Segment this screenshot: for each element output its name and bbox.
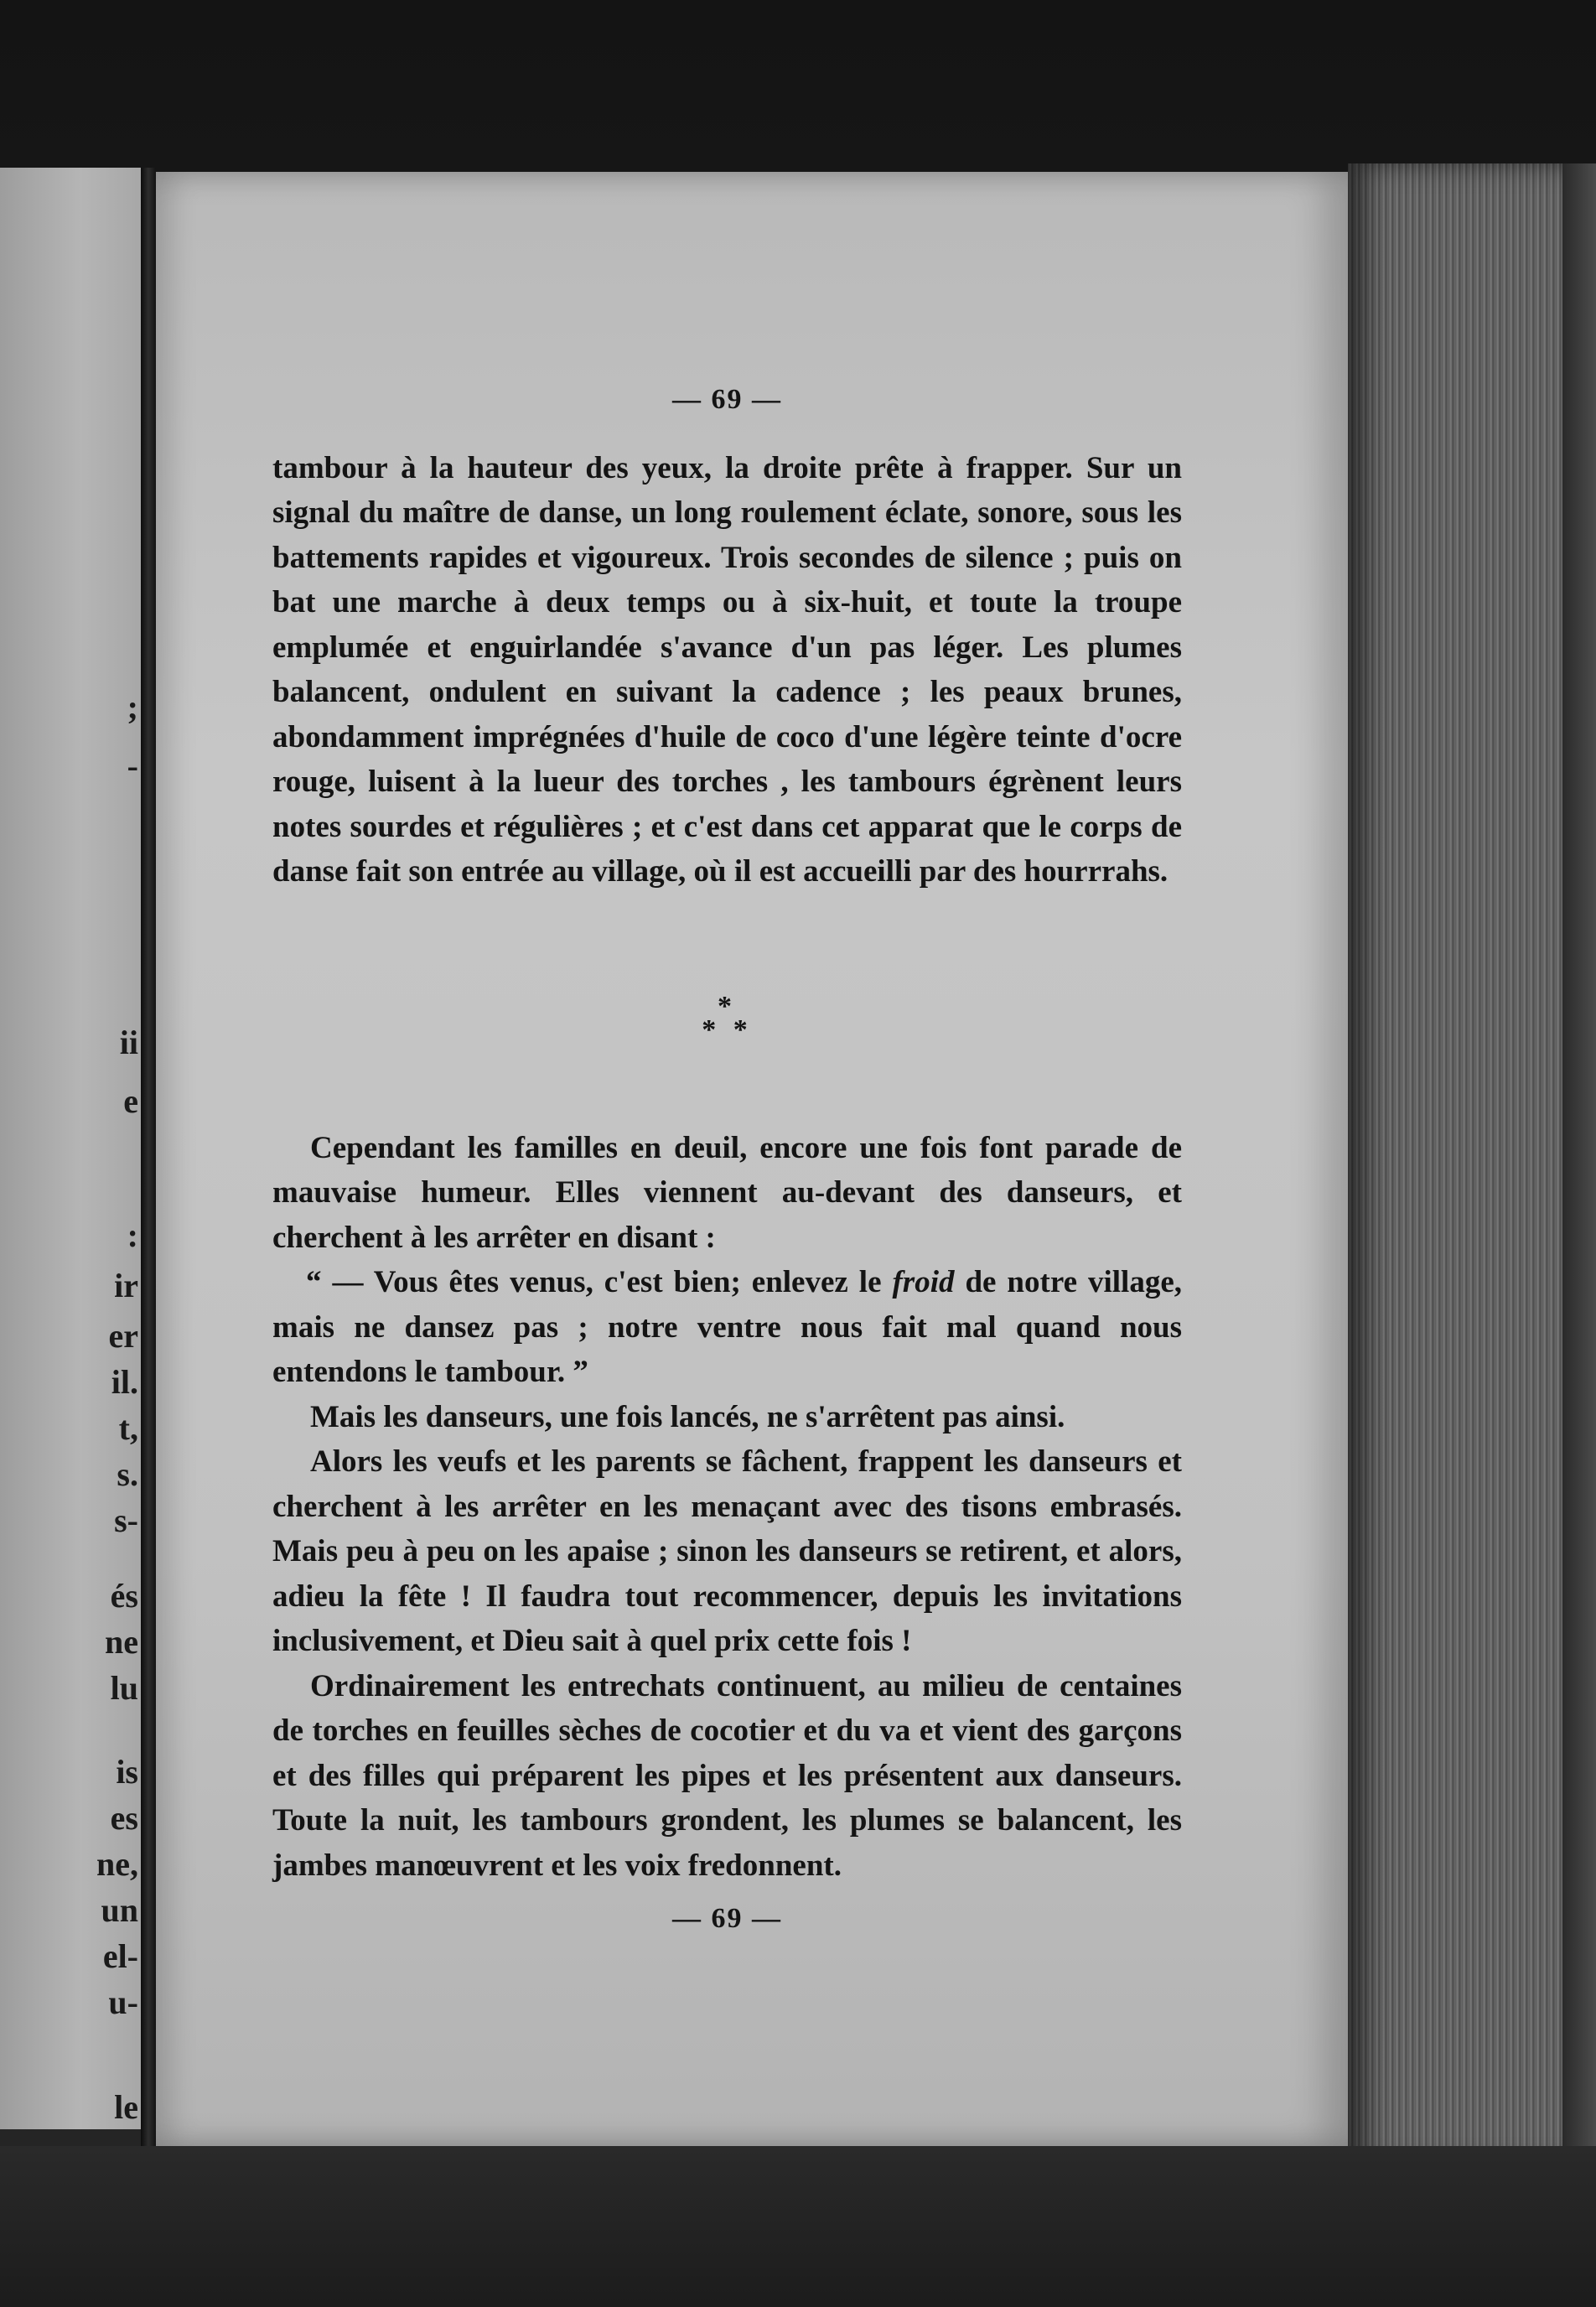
left-fragment: ; <box>127 688 138 726</box>
left-fragment: : <box>127 1216 138 1254</box>
paragraph: Mais les danseurs, une fois lancés, ne s'arrêtent pas ainsi. <box>310 1399 1065 1434</box>
paragraph: tambour à la hauteur des yeux, la droite prête à frapper. Sur un signal du maître de danse, un long roulement éclate, sonore, sous les battements rapides et vigoureux. Trois secondes de silence ; puis on bat une marche à deux temps ou à six-huit, et toute la troupe emplumée et enguirlandée s'avance d'un pas léger. Les plumes balancent, ondulent en suivant la cadence ; les peaux brunes, abondamment imprégnées d'huile de coco d'une légère teinte d'ocre rouge, luisent à la lueur des torches , les tambours égrènent leurs notes sourdes et régulières ; et c'est dans cet apparat que le corps de danse fait son entrée au village, où il est accueilli par des hourrrahs. <box>272 450 1182 889</box>
left-fragment: u- <box>108 1983 138 2021</box>
book-cover-edge <box>1562 163 1596 2167</box>
left-fragment: és <box>110 1577 138 1615</box>
left-fragment: - <box>127 747 138 785</box>
left-fragment: le <box>114 2088 138 2126</box>
page-number-top: — 69 — <box>672 384 782 415</box>
left-fragment: ir <box>114 1267 138 1304</box>
left-fragment: s- <box>114 1501 138 1539</box>
asterism-star-top: * <box>718 990 737 1022</box>
quotation-end: de notre village, mais ne dansez pas ; notre ventre nous fait mal quand nous entendons le tambour. ” <box>272 1265 1182 1389</box>
left-facing-page <box>0 168 147 2129</box>
left-fragment: e <box>123 1082 138 1120</box>
left-fragment: is <box>116 1753 138 1791</box>
book-gutter <box>141 168 156 2146</box>
left-fragment: un <box>101 1891 138 1929</box>
page-edges <box>1348 163 1596 2167</box>
left-fragment: lu <box>110 1669 138 1707</box>
asterism <box>272 990 1182 1045</box>
left-fragment: es <box>110 1799 138 1837</box>
page-number-bottom: — 69 — <box>672 1903 782 1934</box>
left-fragment: ii <box>119 1024 138 1061</box>
left-fragment: t, <box>118 1409 138 1447</box>
quotation-start: “ — Vous êtes venus, c'est bien; enlevez le <box>306 1265 893 1299</box>
background-surface <box>0 2146 1596 2307</box>
left-fragment: el- <box>102 1937 138 1975</box>
page-text <box>272 377 1182 1942</box>
quotation-italic-word: froid <box>892 1265 955 1299</box>
left-fragment: ne, <box>96 1845 138 1883</box>
paragraph: Ordinairement les entrechats continuent, au milieu de centaines de torches en feuilles sèches de cocotier et du va et vient des garçons et des filles qui préparent les pipes et les présentent aux danseurs. Toute la nuit, les tambours grondent, les plumes se balancent, les jambes manœuvrent et les voix fredonnent. <box>272 1668 1182 1883</box>
quotation <box>272 1260 1182 1395</box>
left-page-text-fragments <box>38 377 138 2138</box>
left-fragment: ne <box>105 1623 138 1661</box>
paragraph: Cependant les familles en deuil, encore une fois font parade de mauvaise humeur. Elles viennent au-devant des danseurs, et cherchent à les arrêter en disant : <box>272 1130 1182 1255</box>
left-fragment: il. <box>111 1363 138 1401</box>
paragraph: Alors les veufs et les parents se fâchent, frappent les danseurs et cherchent à les arrêter en les menaçant avec des tisons embrasés. Mais peu à peu on les apaise ; sinon les danseurs se retirent, et alors, adieu la fête ! Il faudra tout recommencer, depuis les invitations inclusivement, et Dieu sait à quel prix cette fois ! <box>272 1444 1182 1658</box>
asterism-stars-bottom: * * <box>702 1014 753 1045</box>
left-fragment: er <box>108 1317 138 1355</box>
left-fragment: s. <box>117 1455 138 1493</box>
